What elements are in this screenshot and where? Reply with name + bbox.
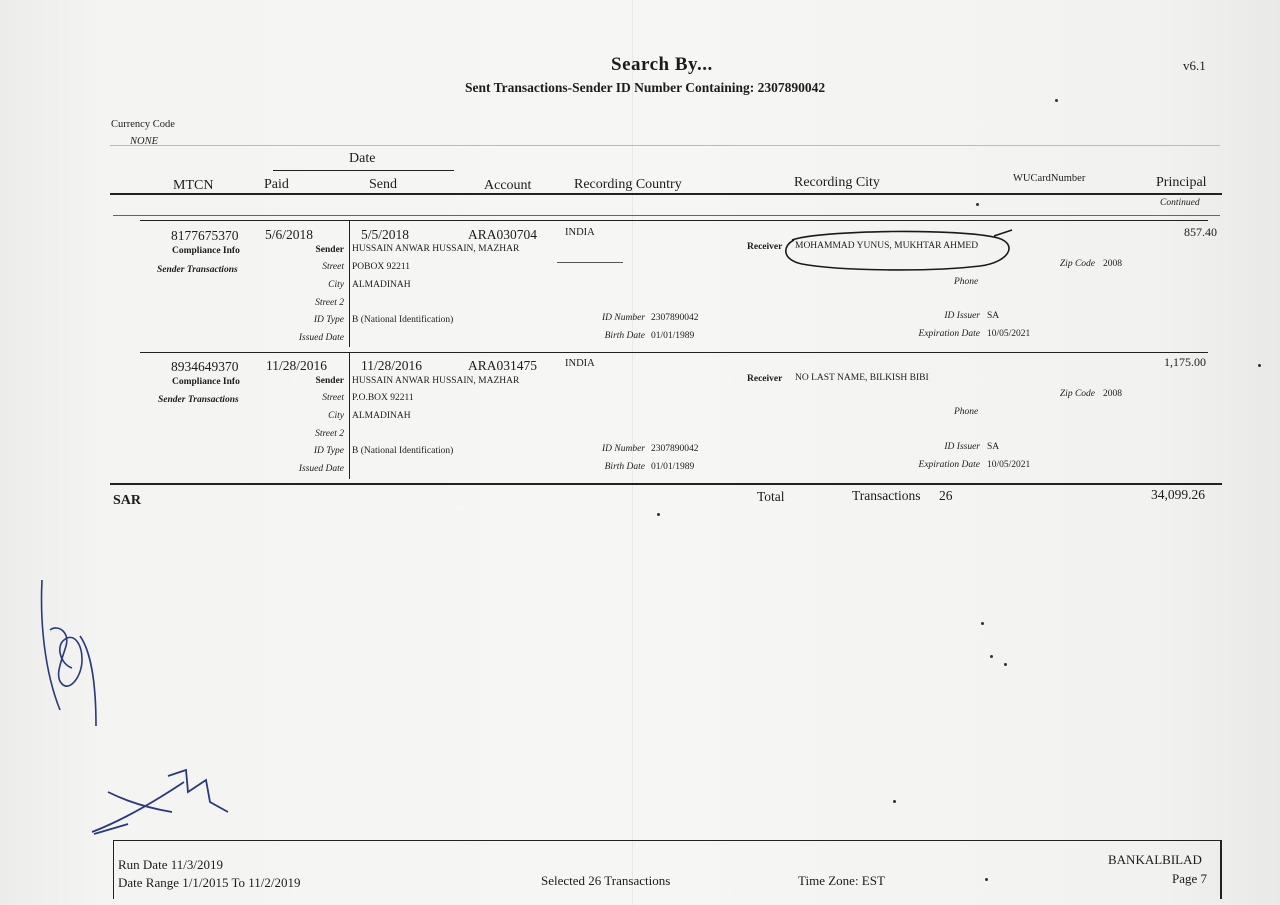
expiration-date-value: 10/05/2021	[987, 460, 1031, 470]
run-date: Run Date 11/3/2019	[118, 857, 223, 872]
id-type-label: ID Type	[313, 315, 344, 325]
currency-code-value: NONE	[130, 136, 159, 147]
scan-speck	[657, 513, 660, 516]
zip-code-label: Zip Code	[1059, 389, 1095, 399]
expiration-date-label: Expiration Date	[918, 329, 980, 339]
continued-rule	[113, 215, 1220, 216]
col-recording-country: Recording Country	[574, 177, 682, 192]
id-issuer-value: SA	[987, 442, 1000, 452]
city-label: City	[328, 411, 344, 421]
header-rule	[110, 145, 1220, 146]
paid-date: 11/28/2016	[266, 358, 328, 373]
mtcn-value: 8177675370	[171, 228, 239, 243]
zip-code-label: Zip Code	[1059, 259, 1095, 269]
currency-sar: SAR	[113, 493, 142, 508]
id-issuer-label: ID Issuer	[944, 311, 980, 321]
id-issuer-label: ID Issuer	[944, 442, 980, 452]
pen-mark	[557, 262, 623, 263]
scan-speck	[893, 800, 896, 803]
scan-speck	[985, 878, 988, 881]
principal-value: 1,175.00	[1164, 355, 1206, 369]
report-subtitle: Sent Transactions-Sender ID Number Containing: 2307890042	[465, 80, 826, 95]
sender-city: ALMADINAH	[352, 280, 411, 290]
send-date: 11/28/2016	[361, 358, 423, 373]
page-number: Page 7	[1172, 871, 1208, 886]
id-type-label: ID Type	[313, 446, 344, 456]
street2-label: Street 2	[315, 429, 344, 439]
phone-label: Phone	[954, 277, 979, 287]
receiver-circle-annotation	[780, 226, 1020, 274]
col-recording-city: Recording City	[794, 175, 880, 190]
street-label: Street	[322, 262, 344, 272]
expiration-date-label: Expiration Date	[918, 460, 980, 470]
selected-transactions: Selected 26 Transactions	[541, 873, 671, 888]
receiver-label: Receiver	[747, 374, 783, 384]
signature-mark	[36, 580, 106, 730]
street2-label: Street 2	[315, 298, 344, 308]
id-number-value: 2307890042	[651, 313, 699, 323]
principal-value: 857.40	[1184, 225, 1217, 239]
send-date: 5/5/2018	[361, 227, 410, 242]
report-title: Search By...	[611, 54, 713, 75]
scan-speck	[990, 655, 993, 658]
scan-speck	[1004, 663, 1007, 666]
id-number-label: ID Number	[601, 313, 645, 323]
sender-id-type: B (National Identification)	[352, 315, 454, 325]
version-label: v6.1	[1183, 58, 1206, 73]
country-value: INDIA	[565, 227, 595, 238]
sender-label: Sender	[315, 245, 344, 255]
receiver-label: Receiver	[747, 242, 783, 252]
account-value: ARA031475	[468, 358, 538, 373]
sender-transactions-label: Sender Transactions	[158, 395, 239, 405]
sender-street: POBOX 92211	[352, 262, 410, 272]
id-issuer-value: SA	[987, 311, 1000, 321]
date-group-header: Date	[349, 151, 376, 166]
transactions-count: 26	[939, 488, 953, 503]
street-label: Street	[322, 393, 344, 403]
scan-speck	[976, 203, 979, 206]
birth-date-label: Birth Date	[604, 462, 645, 472]
totals-rule	[110, 483, 1222, 485]
record-divider	[349, 353, 350, 479]
sender-name: HUSSAIN ANWAR HUSSAIN, MAZHAR	[352, 376, 520, 386]
initials-mark	[88, 762, 238, 842]
record-top-rule	[140, 220, 1208, 221]
scan-speck	[1258, 364, 1261, 367]
birth-date-label: Birth Date	[604, 331, 645, 341]
scan-speck	[981, 622, 984, 625]
col-principal: Principal	[1156, 175, 1207, 190]
sender-transactions-label: Sender Transactions	[157, 265, 238, 275]
sender-name: HUSSAIN ANWAR HUSSAIN, MAZHAR	[352, 244, 520, 254]
receiver-name: NO LAST NAME, BILKISH BIBI	[795, 373, 929, 383]
transactions-label: Transactions	[852, 488, 921, 503]
col-wucard: WUCardNumber	[1013, 173, 1086, 184]
currency-code-label: Currency Code	[111, 119, 175, 130]
birth-date-value: 01/01/1989	[651, 462, 695, 472]
compliance-info-label: Compliance Info	[172, 377, 240, 387]
record-top-rule	[140, 352, 1208, 353]
column-header-rule	[110, 193, 1222, 195]
zip-code-value: 2008	[1103, 389, 1122, 399]
col-send: Send	[369, 177, 397, 192]
record-divider	[349, 221, 350, 347]
sender-id-type: B (National Identification)	[352, 446, 454, 456]
date-group-rule	[273, 170, 454, 171]
bank-name: BANKALBILAD	[1108, 852, 1202, 867]
phone-label: Phone	[954, 407, 979, 417]
country-value: INDIA	[565, 358, 595, 369]
col-mtcn: MTCN	[173, 178, 214, 193]
id-number-value: 2307890042	[651, 444, 699, 454]
birth-date-value: 01/01/1989	[651, 331, 695, 341]
zip-code-value: 2008	[1103, 259, 1122, 269]
total-amount: 34,099.26	[1151, 487, 1205, 502]
time-zone: Time Zone: EST	[798, 873, 885, 888]
compliance-info-label: Compliance Info	[172, 246, 240, 256]
col-account: Account	[484, 178, 532, 193]
receiver-name: MOHAMMAD YUNUS, MUKHTAR AHMED	[795, 241, 979, 251]
total-label: Total	[757, 489, 785, 504]
sender-city: ALMADINAH	[352, 411, 411, 421]
scan-speck	[1055, 99, 1058, 102]
expiration-date-value: 10/05/2021	[987, 329, 1031, 339]
account-value: ARA030704	[468, 227, 538, 242]
sender-street: P.O.BOX 92211	[352, 393, 414, 403]
issued-date-label: Issued Date	[298, 333, 344, 343]
continued-label: Continued	[1160, 198, 1200, 208]
sender-label: Sender	[315, 376, 344, 386]
city-label: City	[328, 280, 344, 290]
mtcn-value: 8934649370	[171, 359, 239, 374]
paid-date: 5/6/2018	[265, 227, 314, 242]
col-paid: Paid	[264, 177, 289, 192]
id-number-label: ID Number	[601, 444, 645, 454]
issued-date-label: Issued Date	[298, 464, 344, 474]
date-range: Date Range 1/1/2015 To 11/2/2019	[118, 875, 301, 890]
